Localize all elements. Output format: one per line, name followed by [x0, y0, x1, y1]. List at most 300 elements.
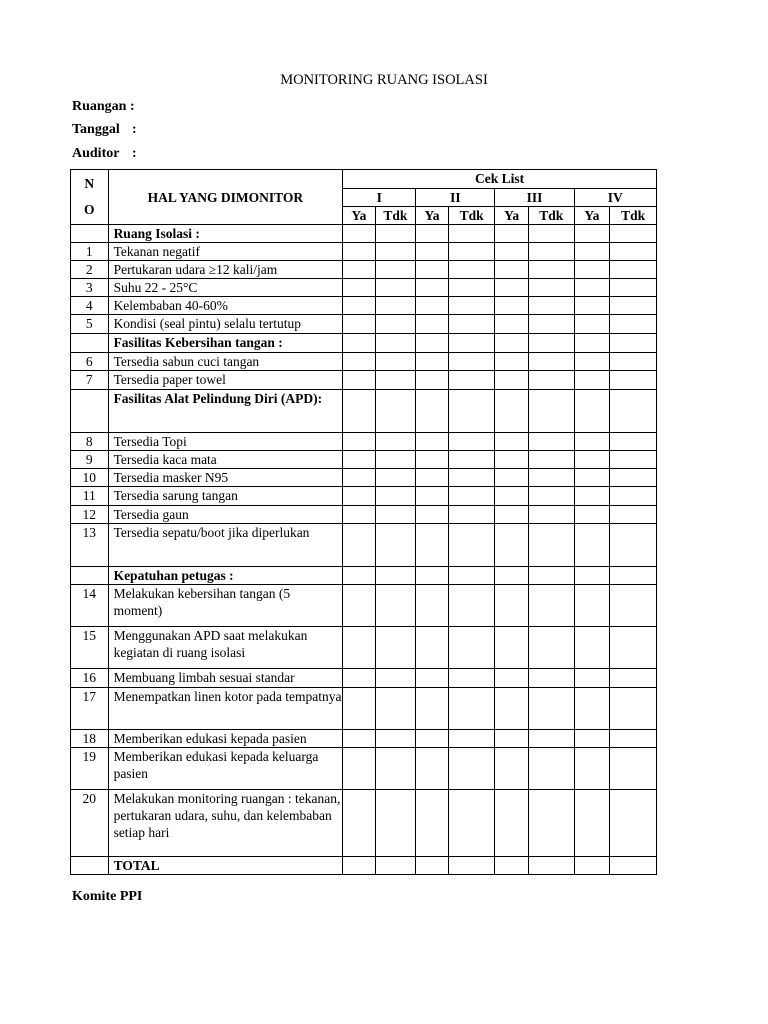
- check-cell-ya[interactable]: [495, 487, 529, 506]
- check-cell-ya[interactable]: [343, 261, 375, 279]
- check-cell-tdk[interactable]: [448, 315, 495, 334]
- check-cell-ya[interactable]: [416, 353, 448, 371]
- check-cell-tdk[interactable]: [610, 225, 657, 243]
- tanggal-field: [72, 122, 137, 138]
- check-cell-tdk[interactable]: [375, 567, 416, 585]
- ruangan-label: Ruangan :: [72, 99, 135, 114]
- check-cell-ya[interactable]: [343, 334, 375, 353]
- check-cell-ya[interactable]: [495, 225, 529, 243]
- check-cell-ya[interactable]: [416, 669, 448, 688]
- check-cell-tdk[interactable]: [448, 261, 495, 279]
- check-cell-tdk[interactable]: [610, 279, 657, 297]
- section-heading: Fasilitas Alat Pelindung Diri (APD):: [108, 390, 343, 433]
- check-cell-tdk[interactable]: [448, 524, 495, 567]
- check-cell-ya[interactable]: [495, 243, 529, 261]
- check-cell-tdk[interactable]: [610, 585, 657, 627]
- check-cell-ya[interactable]: [416, 487, 448, 506]
- check-cell-ya[interactable]: [416, 243, 448, 261]
- check-cell-ya[interactable]: [495, 730, 529, 748]
- item-header: HAL YANG DIMONITOR: [108, 170, 343, 225]
- period-header-3: III: [495, 189, 574, 207]
- row-number: 6: [71, 353, 109, 371]
- row-number: 20: [71, 790, 109, 857]
- check-cell-tdk[interactable]: [528, 748, 574, 790]
- tdk-header-2: Tdk: [448, 207, 495, 225]
- check-cell-tdk[interactable]: [448, 487, 495, 506]
- check-cell-tdk[interactable]: [610, 315, 657, 334]
- check-cell-ya[interactable]: [343, 390, 375, 433]
- check-cell-tdk[interactable]: [448, 790, 495, 857]
- table-row: [71, 585, 657, 627]
- check-cell-tdk[interactable]: [610, 567, 657, 585]
- row-number: 16: [71, 669, 109, 688]
- table-row: [71, 469, 657, 487]
- row-number: 11: [71, 487, 109, 506]
- table-row: [71, 567, 657, 585]
- check-cell-tdk[interactable]: [528, 627, 574, 669]
- check-cell-tdk[interactable]: [375, 243, 416, 261]
- check-cell-tdk[interactable]: [375, 487, 416, 506]
- check-cell-tdk[interactable]: [448, 627, 495, 669]
- table-row: [71, 261, 657, 279]
- check-cell-ya[interactable]: [343, 524, 375, 567]
- tdk-header-1: Tdk: [375, 207, 416, 225]
- table-row: [71, 315, 657, 334]
- check-cell-ya[interactable]: [343, 567, 375, 585]
- check-cell-tdk[interactable]: [448, 297, 495, 315]
- check-cell-ya[interactable]: [574, 790, 610, 857]
- tdk-header-3: Tdk: [528, 207, 574, 225]
- check-cell-ya[interactable]: [495, 688, 529, 730]
- check-cell-tdk[interactable]: [375, 524, 416, 567]
- check-cell-tdk[interactable]: [375, 669, 416, 688]
- check-cell-ya[interactable]: [574, 371, 610, 390]
- check-cell-tdk[interactable]: [610, 487, 657, 506]
- check-cell-ya[interactable]: [416, 748, 448, 790]
- check-cell-tdk[interactable]: [528, 524, 574, 567]
- check-cell-ya[interactable]: [495, 279, 529, 297]
- row-number: 15: [71, 627, 109, 669]
- check-cell-ya[interactable]: [416, 524, 448, 567]
- monitored-item: Kelembaban 40-60%: [108, 297, 343, 315]
- monitored-item: Tersedia kaca mata: [108, 451, 343, 469]
- check-cell-ya[interactable]: [574, 748, 610, 790]
- check-cell-ya[interactable]: [343, 279, 375, 297]
- check-cell-ya[interactable]: [343, 433, 375, 451]
- check-cell-tdk[interactable]: [528, 433, 574, 451]
- table-row: [71, 748, 657, 790]
- check-cell-tdk[interactable]: [610, 451, 657, 469]
- table-row: [71, 334, 657, 353]
- check-cell-tdk[interactable]: [610, 730, 657, 748]
- check-cell-tdk[interactable]: [448, 506, 495, 524]
- check-cell-tdk[interactable]: [610, 790, 657, 857]
- check-cell-ya[interactable]: [574, 279, 610, 297]
- check-cell-ya[interactable]: [574, 524, 610, 567]
- check-cell-ya[interactable]: [495, 567, 529, 585]
- check-cell-tdk[interactable]: [610, 353, 657, 371]
- table-row: [71, 353, 657, 371]
- table-row: [71, 524, 657, 567]
- check-cell-tdk[interactable]: [375, 261, 416, 279]
- auditor-colon: :: [132, 146, 137, 161]
- check-cell-ya[interactable]: [495, 748, 529, 790]
- row-number: 2: [71, 261, 109, 279]
- check-cell-tdk[interactable]: [528, 297, 574, 315]
- monitored-item: Memberikan edukasi kepada pasien: [108, 730, 343, 748]
- check-cell-tdk[interactable]: [448, 857, 495, 875]
- row-number: 10: [71, 469, 109, 487]
- check-cell-ya[interactable]: [574, 225, 610, 243]
- check-cell-tdk[interactable]: [375, 857, 416, 875]
- check-cell-tdk[interactable]: [528, 585, 574, 627]
- check-cell-tdk[interactable]: [610, 506, 657, 524]
- check-cell-ya[interactable]: [574, 688, 610, 730]
- check-cell-tdk[interactable]: [375, 297, 416, 315]
- check-cell-ya[interactable]: [343, 748, 375, 790]
- auditor-label: Auditor: [72, 146, 120, 161]
- check-cell-tdk[interactable]: [448, 585, 495, 627]
- komite-ppi-label: Komite PPI: [72, 889, 143, 904]
- monitored-item: Tersedia gaun: [108, 506, 343, 524]
- check-cell-ya[interactable]: [343, 371, 375, 390]
- check-cell-tdk[interactable]: [528, 371, 574, 390]
- no-header-line-2: O: [84, 202, 95, 217]
- row-number: 13: [71, 524, 109, 567]
- check-cell-tdk[interactable]: [448, 243, 495, 261]
- check-cell-tdk[interactable]: [375, 506, 416, 524]
- ya-header-1: Ya: [343, 207, 375, 225]
- check-cell-tdk[interactable]: [610, 243, 657, 261]
- check-cell-ya[interactable]: [416, 585, 448, 627]
- check-cell-tdk[interactable]: [375, 390, 416, 433]
- period-header-4: IV: [574, 189, 656, 207]
- monitored-item: Tersedia paper towel: [108, 371, 343, 390]
- table-row: [71, 688, 657, 730]
- check-cell-ya[interactable]: [416, 567, 448, 585]
- monitored-item: Membuang limbah sesuai standar: [108, 669, 343, 688]
- check-cell-tdk[interactable]: [448, 469, 495, 487]
- section-heading: Fasilitas Kebersihan tangan :: [108, 334, 343, 353]
- check-cell-ya[interactable]: [343, 730, 375, 748]
- check-cell-ya[interactable]: [343, 315, 375, 334]
- check-cell-ya[interactable]: [416, 315, 448, 334]
- check-cell-ya[interactable]: [495, 433, 529, 451]
- check-cell-ya[interactable]: [495, 585, 529, 627]
- check-cell-ya[interactable]: [574, 469, 610, 487]
- check-cell-ya[interactable]: [416, 688, 448, 730]
- check-cell-tdk[interactable]: [375, 469, 416, 487]
- check-cell-ya[interactable]: [416, 334, 448, 353]
- period-header-2: II: [416, 189, 495, 207]
- table-row: [71, 487, 657, 506]
- row-number: 7: [71, 371, 109, 390]
- check-cell-ya[interactable]: [343, 353, 375, 371]
- check-cell-ya[interactable]: [343, 451, 375, 469]
- check-cell-tdk[interactable]: [375, 730, 416, 748]
- check-cell-ya[interactable]: [574, 627, 610, 669]
- check-cell-tdk[interactable]: [448, 451, 495, 469]
- check-cell-ya[interactable]: [495, 261, 529, 279]
- row-number: [71, 390, 109, 433]
- check-cell-tdk[interactable]: [375, 315, 416, 334]
- check-cell-tdk[interactable]: [528, 487, 574, 506]
- check-cell-tdk[interactable]: [528, 567, 574, 585]
- check-cell-tdk[interactable]: [528, 857, 574, 875]
- check-cell-tdk[interactable]: [448, 730, 495, 748]
- table-row: [71, 225, 657, 243]
- check-cell-tdk[interactable]: [610, 469, 657, 487]
- row-number: 4: [71, 297, 109, 315]
- check-cell-ya[interactable]: [343, 469, 375, 487]
- check-cell-ya[interactable]: [574, 261, 610, 279]
- table-row: [71, 730, 657, 748]
- no-header-line-1: N: [84, 176, 95, 191]
- row-number: 3: [71, 279, 109, 297]
- monitored-item: Melakukan monitoring ruangan : tekanan, pertukaran udara, suhu, dan kelembaban setiap hari: [108, 790, 343, 857]
- check-cell-ya[interactable]: [416, 371, 448, 390]
- check-cell-tdk[interactable]: [375, 433, 416, 451]
- check-cell-ya[interactable]: [574, 857, 610, 875]
- table-row: [71, 297, 657, 315]
- row-number: [71, 225, 109, 243]
- check-cell-tdk[interactable]: [610, 524, 657, 567]
- no-header: [71, 170, 109, 225]
- check-cell-tdk[interactable]: [448, 433, 495, 451]
- check-cell-tdk[interactable]: [375, 451, 416, 469]
- section-heading: Ruang Isolasi :: [108, 225, 343, 243]
- table-row: [71, 506, 657, 524]
- check-cell-ya[interactable]: [416, 390, 448, 433]
- check-cell-ya[interactable]: [343, 243, 375, 261]
- check-cell-tdk[interactable]: [375, 279, 416, 297]
- table-row: [71, 451, 657, 469]
- monitored-item: Tersedia masker N95: [108, 469, 343, 487]
- table-row: [71, 390, 657, 433]
- check-cell-ya[interactable]: [416, 506, 448, 524]
- check-cell-ya[interactable]: [495, 627, 529, 669]
- ya-header-4: Ya: [574, 207, 610, 225]
- check-cell-tdk[interactable]: [610, 857, 657, 875]
- table-row: [71, 243, 657, 261]
- check-cell-tdk[interactable]: [448, 567, 495, 585]
- monitored-item: Pertukaran udara ≥12 kali/jam: [108, 261, 343, 279]
- check-cell-tdk[interactable]: [610, 669, 657, 688]
- check-cell-ya[interactable]: [416, 297, 448, 315]
- check-cell-tdk[interactable]: [448, 334, 495, 353]
- monitored-item: Memberikan edukasi kepada keluarga pasien: [108, 748, 343, 790]
- check-cell-ya[interactable]: [495, 297, 529, 315]
- check-cell-ya[interactable]: [416, 433, 448, 451]
- check-cell-ya[interactable]: [574, 487, 610, 506]
- row-number: 14: [71, 585, 109, 627]
- row-number: 8: [71, 433, 109, 451]
- section-heading: TOTAL: [108, 857, 343, 875]
- check-cell-ya[interactable]: [416, 261, 448, 279]
- check-cell-ya[interactable]: [343, 506, 375, 524]
- checklist-header: Cek List: [343, 170, 657, 189]
- section-heading: Kepatuhan petugas :: [108, 567, 343, 585]
- check-cell-tdk[interactable]: [528, 315, 574, 334]
- monitored-item: Menggunakan APD saat melakukan kegiatan di ruang isolasi: [108, 627, 343, 669]
- check-cell-ya[interactable]: [495, 353, 529, 371]
- check-cell-ya[interactable]: [495, 669, 529, 688]
- check-cell-ya[interactable]: [574, 243, 610, 261]
- row-number: 5: [71, 315, 109, 334]
- check-cell-tdk[interactable]: [528, 469, 574, 487]
- table-row: [71, 627, 657, 669]
- check-cell-ya[interactable]: [416, 469, 448, 487]
- document-title: MONITORING RUANG ISOLASI: [280, 72, 488, 88]
- check-cell-tdk[interactable]: [610, 627, 657, 669]
- check-cell-ya[interactable]: [574, 433, 610, 451]
- monitored-item: Tekanan negatif: [108, 243, 343, 261]
- check-cell-ya[interactable]: [416, 627, 448, 669]
- row-number: [71, 857, 109, 875]
- check-cell-ya[interactable]: [574, 669, 610, 688]
- check-cell-ya[interactable]: [574, 730, 610, 748]
- monitored-item: Tersedia sarung tangan: [108, 487, 343, 506]
- check-cell-tdk[interactable]: [610, 688, 657, 730]
- check-cell-tdk[interactable]: [528, 334, 574, 353]
- period-header-1: I: [343, 189, 416, 207]
- check-cell-ya[interactable]: [574, 315, 610, 334]
- check-cell-tdk[interactable]: [610, 261, 657, 279]
- table-row: [71, 279, 657, 297]
- check-cell-tdk[interactable]: [375, 688, 416, 730]
- check-cell-tdk[interactable]: [375, 748, 416, 790]
- tdk-header-4: Tdk: [610, 207, 657, 225]
- check-cell-tdk[interactable]: [448, 371, 495, 390]
- check-cell-tdk[interactable]: [528, 790, 574, 857]
- check-cell-tdk[interactable]: [528, 261, 574, 279]
- check-cell-ya[interactable]: [574, 567, 610, 585]
- check-cell-ya[interactable]: [574, 506, 610, 524]
- check-cell-ya[interactable]: [343, 487, 375, 506]
- check-cell-tdk[interactable]: [528, 390, 574, 433]
- check-cell-tdk[interactable]: [610, 748, 657, 790]
- row-number: [71, 334, 109, 353]
- row-number: 9: [71, 451, 109, 469]
- check-cell-tdk[interactable]: [528, 506, 574, 524]
- check-cell-tdk[interactable]: [375, 627, 416, 669]
- check-cell-ya[interactable]: [343, 857, 375, 875]
- check-cell-ya[interactable]: [343, 669, 375, 688]
- check-cell-tdk[interactable]: [528, 730, 574, 748]
- check-cell-tdk[interactable]: [528, 225, 574, 243]
- ya-header-3: Ya: [495, 207, 529, 225]
- check-cell-tdk[interactable]: [375, 585, 416, 627]
- ya-header-2: Ya: [416, 207, 448, 225]
- monitoring-checklist-table: [70, 169, 657, 875]
- monitored-item: Tersedia sabun cuci tangan: [108, 353, 343, 371]
- row-number: 19: [71, 748, 109, 790]
- ruangan-field: [72, 99, 135, 115]
- check-cell-tdk[interactable]: [528, 688, 574, 730]
- check-cell-tdk[interactable]: [528, 669, 574, 688]
- check-cell-tdk[interactable]: [610, 371, 657, 390]
- row-number: 12: [71, 506, 109, 524]
- check-cell-tdk[interactable]: [610, 390, 657, 433]
- check-cell-ya[interactable]: [343, 790, 375, 857]
- monitored-item: Tersedia sepatu/boot jika diperlukan: [108, 524, 343, 567]
- table-row: [71, 857, 657, 875]
- check-cell-tdk[interactable]: [448, 688, 495, 730]
- check-cell-ya[interactable]: [416, 730, 448, 748]
- check-cell-ya[interactable]: [495, 524, 529, 567]
- check-cell-ya[interactable]: [343, 688, 375, 730]
- check-cell-ya[interactable]: [343, 627, 375, 669]
- check-cell-ya[interactable]: [416, 857, 448, 875]
- check-cell-tdk[interactable]: [375, 371, 416, 390]
- check-cell-tdk[interactable]: [448, 353, 495, 371]
- check-cell-ya[interactable]: [574, 451, 610, 469]
- check-cell-tdk[interactable]: [448, 279, 495, 297]
- check-cell-ya[interactable]: [574, 297, 610, 315]
- monitored-item: Kondisi (seal pintu) selalu tertutup: [108, 315, 343, 334]
- check-cell-tdk[interactable]: [528, 451, 574, 469]
- check-cell-ya[interactable]: [574, 585, 610, 627]
- check-cell-tdk[interactable]: [448, 390, 495, 433]
- check-cell-ya[interactable]: [574, 390, 610, 433]
- check-cell-ya[interactable]: [495, 506, 529, 524]
- check-cell-ya[interactable]: [343, 585, 375, 627]
- check-cell-ya[interactable]: [495, 390, 529, 433]
- check-cell-ya[interactable]: [343, 225, 375, 243]
- check-cell-tdk[interactable]: [375, 790, 416, 857]
- check-cell-tdk[interactable]: [375, 334, 416, 353]
- check-cell-ya[interactable]: [495, 451, 529, 469]
- check-cell-ya[interactable]: [495, 469, 529, 487]
- check-cell-tdk[interactable]: [610, 433, 657, 451]
- check-cell-tdk[interactable]: [610, 334, 657, 353]
- check-cell-tdk[interactable]: [528, 353, 574, 371]
- check-cell-ya[interactable]: [495, 857, 529, 875]
- check-cell-tdk[interactable]: [610, 297, 657, 315]
- row-number: [71, 567, 109, 585]
- auditor-field: [72, 146, 137, 162]
- table-row: [71, 669, 657, 688]
- check-cell-tdk[interactable]: [448, 669, 495, 688]
- check-cell-ya[interactable]: [495, 334, 529, 353]
- check-cell-ya[interactable]: [574, 334, 610, 353]
- monitored-item: Menempatkan linen kotor pada tempatnya: [108, 688, 343, 730]
- table-row: [71, 371, 657, 390]
- check-cell-tdk[interactable]: [448, 225, 495, 243]
- check-cell-ya[interactable]: [495, 371, 529, 390]
- check-cell-ya[interactable]: [343, 297, 375, 315]
- row-number: 1: [71, 243, 109, 261]
- check-cell-tdk[interactable]: [528, 243, 574, 261]
- monitored-item: Tersedia Topi: [108, 433, 343, 451]
- check-cell-ya[interactable]: [495, 790, 529, 857]
- check-cell-ya[interactable]: [416, 279, 448, 297]
- check-cell-tdk[interactable]: [448, 748, 495, 790]
- check-cell-tdk[interactable]: [375, 225, 416, 243]
- check-cell-ya[interactable]: [574, 353, 610, 371]
- tanggal-label: Tanggal: [72, 122, 120, 137]
- monitored-item: Suhu 22 - 25°C: [108, 279, 343, 297]
- check-cell-ya[interactable]: [495, 315, 529, 334]
- check-cell-tdk[interactable]: [528, 279, 574, 297]
- check-cell-tdk[interactable]: [375, 353, 416, 371]
- check-cell-ya[interactable]: [416, 790, 448, 857]
- table-row: [71, 790, 657, 857]
- row-number: 18: [71, 730, 109, 748]
- check-cell-ya[interactable]: [416, 451, 448, 469]
- tanggal-colon: :: [132, 122, 137, 137]
- check-cell-ya[interactable]: [416, 225, 448, 243]
